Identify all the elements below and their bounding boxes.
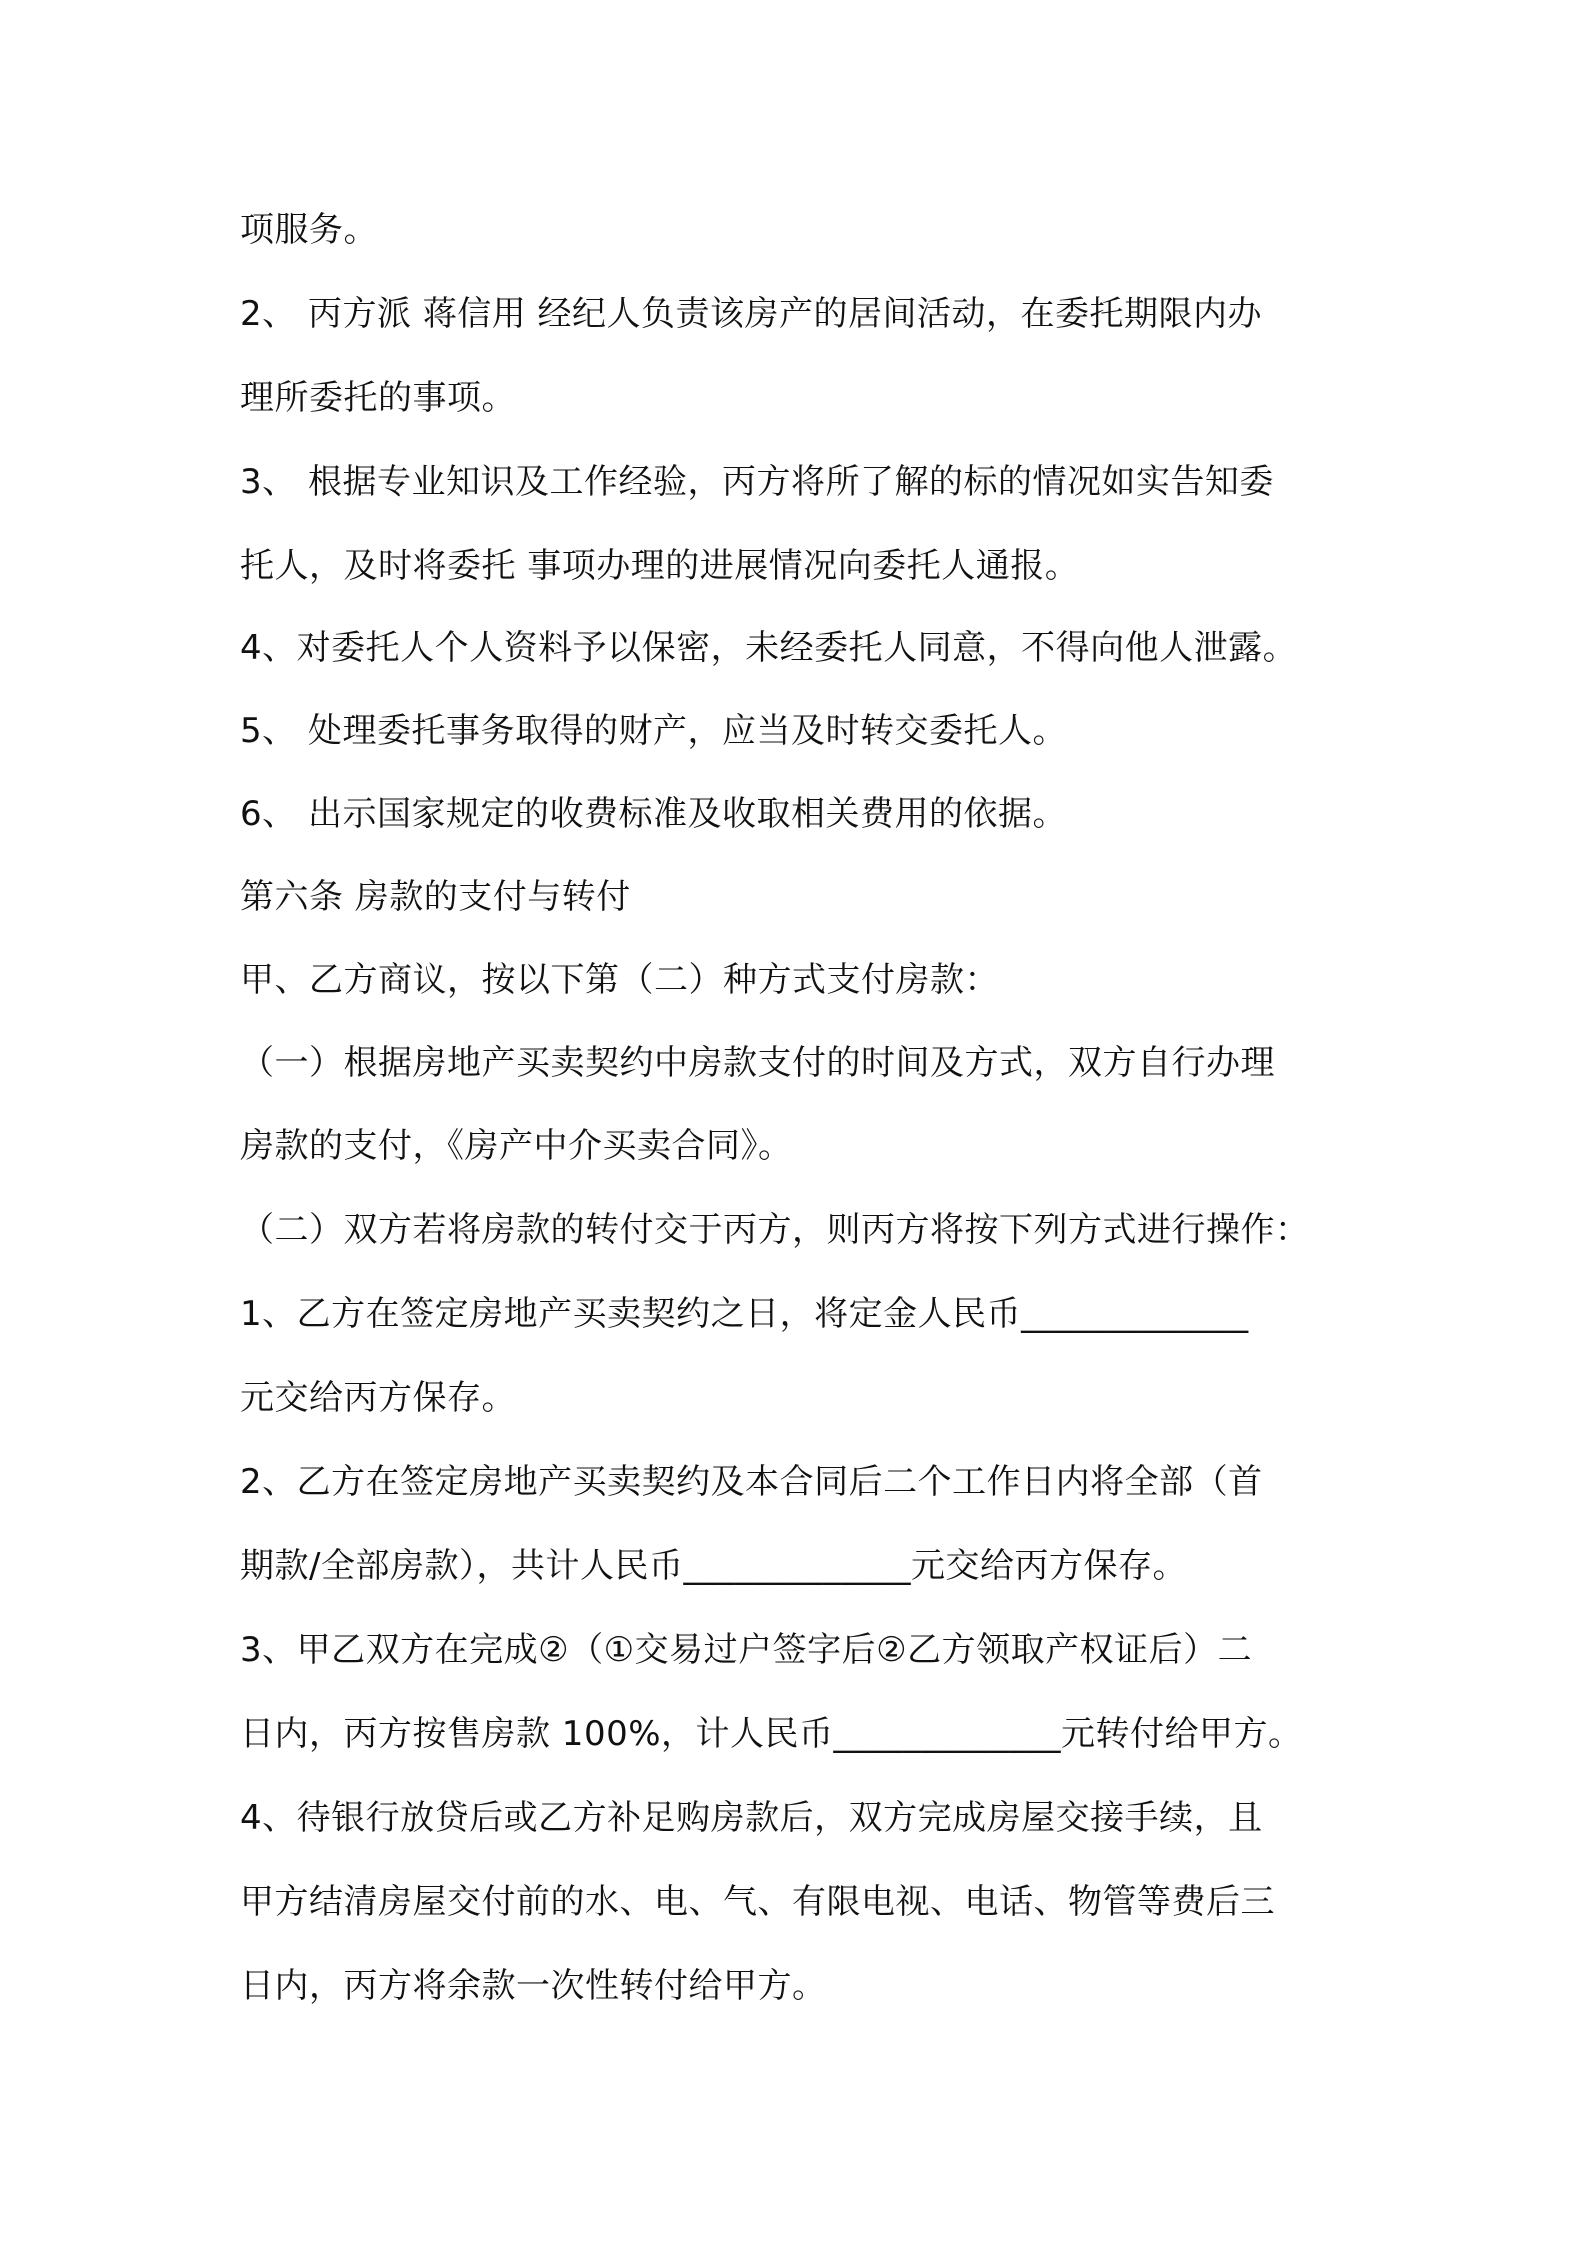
text-line: 房款的支付，《房产中介买卖合同》。 xyxy=(240,1126,793,1166)
text-line: 4、对委托人个人资料予以保密，未经委托人同意，不得向他人泄露。 xyxy=(240,628,1298,668)
text-line: 元交给丙方保存。 xyxy=(240,1378,516,1418)
text-line: 理所委托的事项。 xyxy=(240,378,516,418)
text-line: 3、 根据专业知识及工作经验，丙方将所了解的标的情况如实告知委 xyxy=(240,462,1274,502)
text-line: 4、待银行放贷后或乙方补足购房款后，双方完成房屋交接手续，且 xyxy=(240,1798,1263,1838)
text-line: 2、乙方在签定房地产买卖契约及本合同后二个工作日内将全部（首 xyxy=(240,1462,1263,1502)
text-line: 项服务。 xyxy=(240,210,378,250)
text-line: 甲、乙方商议，按以下第（二）种方式支付房款： xyxy=(240,960,999,1000)
section-heading: 第六条 房款的支付与转付 xyxy=(240,877,631,917)
text-line: 6、 出示国家规定的收费标准及收取相关费用的依据。 xyxy=(240,794,1067,834)
text-line: 日内，丙方按售房款 100%，计人民币_____________元转付给甲方。 xyxy=(240,1714,1303,1754)
text-line: （二）双方若将房款的转付交于丙方，则丙方将按下列方式进行操作： xyxy=(240,1210,1310,1250)
text-line: 2、 丙方派 蒋信用 经纪人负责该房产的居间活动，在委托期限内办 xyxy=(240,294,1263,334)
text-line: 1、乙方在签定房地产买卖契约之日，将定金人民币_____________ xyxy=(240,1294,1249,1334)
text-line: 甲方结清房屋交付前的水、电、气、有限电视、电话、物管等费后三 xyxy=(240,1882,1275,1922)
text-line: 3、甲乙双方在完成②（①交易过户签字后②乙方领取产权证后）二 xyxy=(240,1630,1253,1670)
text-line: 日内，丙方将余款一次性转付给甲方。 xyxy=(240,1966,827,2006)
text-line: 期款/全部房款），共计人民币_____________元交给丙方保存。 xyxy=(240,1546,1187,1586)
text-line: 5、 处理委托事务取得的财产，应当及时转交委托人。 xyxy=(240,711,1067,751)
text-line: 托人，及时将委托 事项办理的进展情况向委托人通报。 xyxy=(240,546,1080,586)
text-line: （一）根据房地产买卖契约中房款支付的时间及方式，双方自行办理 xyxy=(240,1043,1275,1083)
